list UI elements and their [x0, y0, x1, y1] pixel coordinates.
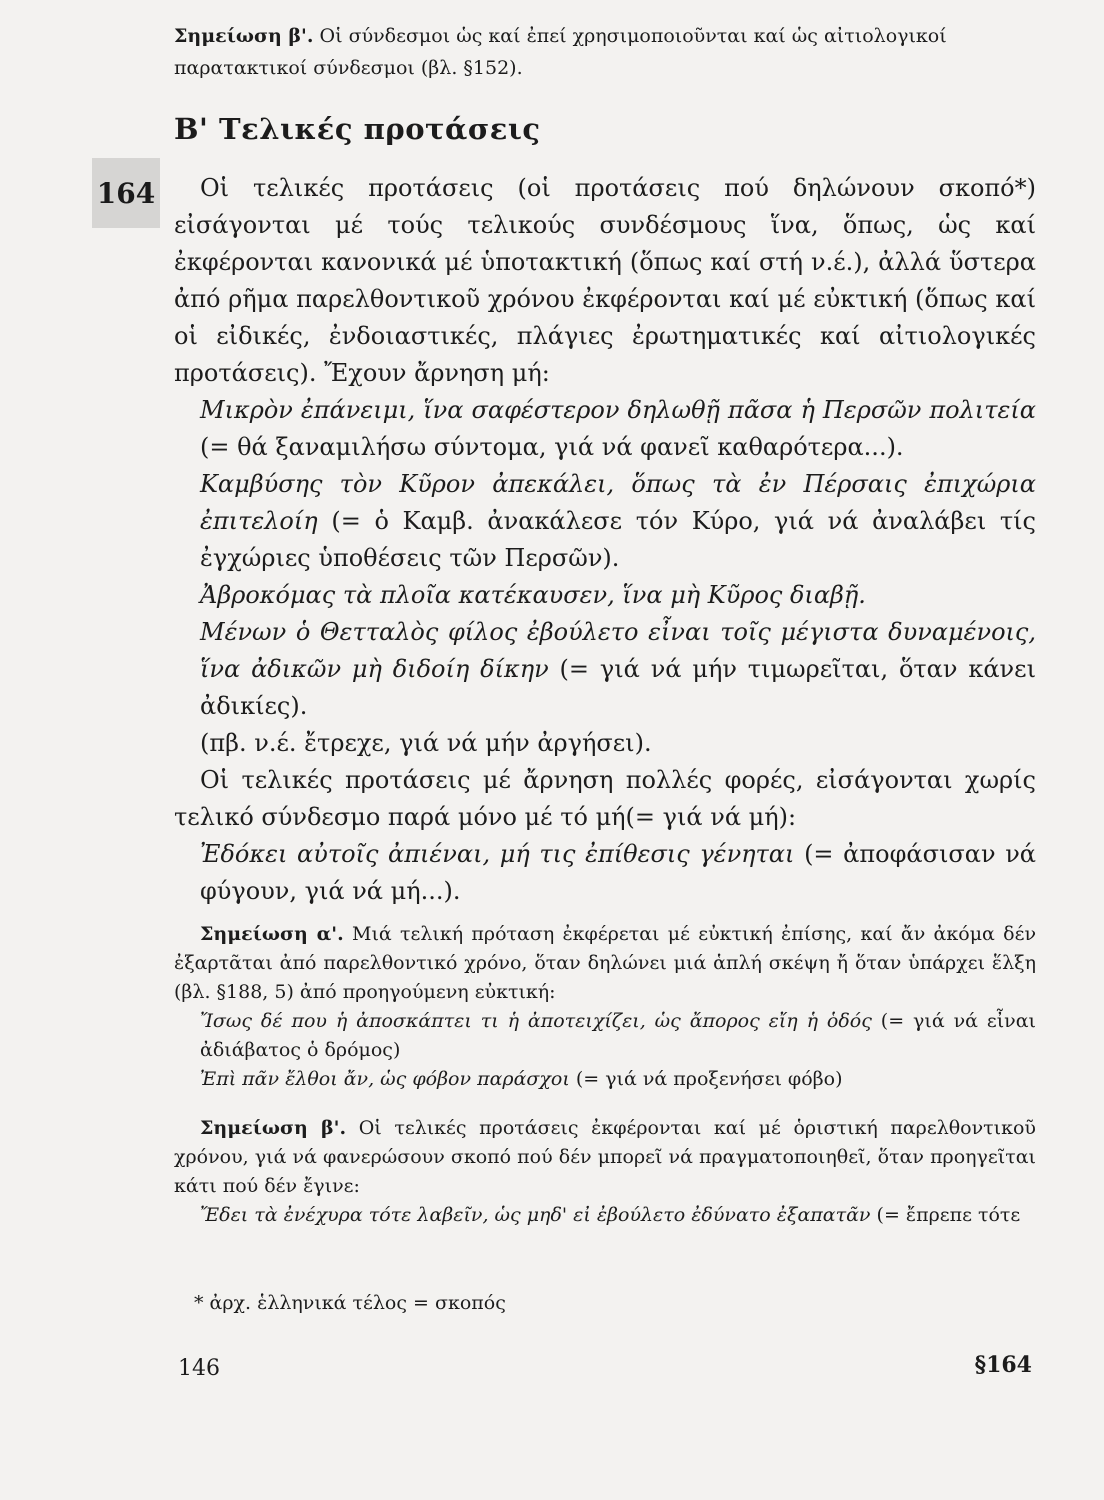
- note-b: [174, 1114, 1036, 1230]
- example-1: [174, 392, 1036, 466]
- negation-example-greek: Ἐδόκει αὐτοῖς ἀπιέναι, μή τις ἐπίθεσις γένηται: [200, 840, 795, 868]
- example-3-greek: Ἀβροκόμας τὰ πλοῖα κατέκαυσεν, ἵνα μὴ Κῦρος διαβῇ.: [200, 581, 866, 609]
- example-3: [174, 577, 1036, 614]
- note-b-example-greek: Ἔδει τὰ ἐνέχυρα τότε λαβεῖν, ὡς μηδ' εἰ ἐβούλετο ἐδύνατο ἐξαπατᾶν: [200, 1204, 871, 1226]
- note-a: [174, 920, 1036, 1094]
- example-1-greek: Μικρὸν ἐπάνειμι, ἵνα σαφέστερον δηλωθῇ πᾶσα ἡ Περσῶν πολιτεία: [200, 396, 1036, 424]
- main-text: [174, 170, 1036, 910]
- example-2: [174, 466, 1036, 577]
- negation-example: [174, 836, 1036, 910]
- example-2-gloss: (= ὁ Καμβ. ἀνακάλεσε τόν Κύρο, γιά νά ἀναλάβει τίς ἐγχώριες ὑποθέσεις τῶν Περσῶν).: [200, 507, 1036, 572]
- section-heading: Β' Τελικές προτάσεις: [174, 112, 541, 146]
- compare-line: (πβ. ν.έ. ἔτρεχε, γιά νά μήν ἀργήσει).: [200, 729, 652, 757]
- note-a-example-1: [174, 1007, 1036, 1065]
- paragraph-number-badge: 164: [92, 158, 160, 228]
- top-note-label: Σημείωση β'.: [174, 25, 314, 47]
- note-b-text: Οἱ τελικές προτάσεις ἐκφέρονται καί μέ ὁριστική παρελθοντικοῦ χρόνου, γιά νά φανερώσουν σκοπό πού δέν μπορεῖ νά πραγματοποιηθεῖ, ὅταν προηγεῖται κάτι πού δέν ἔγινε:: [174, 1117, 1036, 1197]
- note-b-example: [174, 1201, 1036, 1230]
- footnote: * ἀρχ. ἑλληνικά τέλος = σκοπός: [194, 1292, 506, 1314]
- example-1-gloss: (= θά ξαναμιλήσω σύντομα, γιά νά φανεῖ καθαρότερα...).: [200, 433, 904, 461]
- example-4: [174, 614, 1036, 725]
- note-b-label: Σημείωση β'.: [200, 1117, 347, 1139]
- negation-paragraph: Οἱ τελικές προτάσεις μέ ἄρνηση πολλές φορές, εἰσάγονται χωρίς τελικό σύνδεσμο παρά μόνο μέ τό μή(= γιά νά μή):: [174, 766, 1036, 831]
- top-note: [174, 20, 1034, 84]
- page-number: 146: [178, 1356, 220, 1381]
- note-a-example-2: [174, 1065, 1036, 1094]
- intro-paragraph: Οἱ τελικές προτάσεις (οἱ προτάσεις πού δηλώνουν σκοπό*) εἰσάγονται μέ τούς τελικούς συνδέσμους ἵνα, ὅπως, ὡς καί ἐκφέρονται κανονικά μέ ὑποτακτική (ὅπως καί στή ν.έ.), ἀλλά ὕστερα ἀπό ρῆμα παρελθοντικοῦ χρόνου ἐκφέρονται καί μέ εὐκτική (ὅπως καί οἱ εἰδικές, ἐνδοιαστικές, πλάγιες ἐρωτηματικές καί αἰτιολογικές προτάσεις). Ἔχουν ἄρνηση μή:: [174, 174, 1036, 387]
- note-a-example-2-greek: Ἐπὶ πᾶν ἔλθοι ἄν, ὡς φόβον παράσχοι: [200, 1068, 570, 1090]
- note-a-example-1-greek: Ἴσως δέ που ἡ ἀποσκάπτει τι ἡ ἀποτειχίζει, ὡς ἄπορος εἴη ἡ ὁδός: [200, 1010, 872, 1032]
- note-a-example-2-gloss: (= γιά νά προξενήσει φόβο): [575, 1068, 843, 1090]
- negation-example-gloss: (= ἀποφάσισαν νά φύγουν, γιά νά μή...).: [200, 840, 1036, 905]
- note-b-example-gloss: (= ἔπρεπε τότε: [876, 1204, 1021, 1226]
- note-a-example-1-gloss: (= γιά νά εἶναι ἀδιάβατος ὁ δρόμος): [200, 1010, 1036, 1061]
- top-note-text: Οἱ σύνδεσμοι ὡς καί ἐπεί χρησιμοποιοῦνται καί ὡς αἰτιολογικοί παρατακτικοί σύνδεσμοι (βλ. §152).: [174, 25, 947, 79]
- example-4-greek: Μένων ὁ Θετταλὸς φίλος ἐβούλετο εἶναι τοῖς μέγιστα δυναμένοις, ἵνα ἀδικῶν μὴ διδοίη δίκην: [200, 618, 1036, 683]
- note-a-text: Μιά τελική πρόταση ἐκφέρεται μέ εὐκτική ἐπίσης, καί ἄν ἀκόμα δέν ἐξαρτᾶται ἀπό παρελθοντικό χρόνο, ὅταν δηλώνει μιά ἁπλή σκέψη ἤ ὅταν ὑπάρχει ἕλξη (βλ. §188, 5) ἀπό προηγούμενη εὐκτική:: [174, 923, 1036, 1003]
- note-a-label: Σημείωση α'.: [200, 923, 344, 945]
- example-2-greek: Καμβύσης τὸν Κῦρον ἀπεκάλει, ὅπως τὰ ἐν Πέρσαις ἐπιχώρια ἐπιτελοίη: [200, 470, 1036, 535]
- section-reference: §164: [974, 1352, 1032, 1378]
- example-4-gloss: (= γιά νά μήν τιμωρεῖται, ὅταν κάνει ἀδικίες).: [200, 655, 1036, 720]
